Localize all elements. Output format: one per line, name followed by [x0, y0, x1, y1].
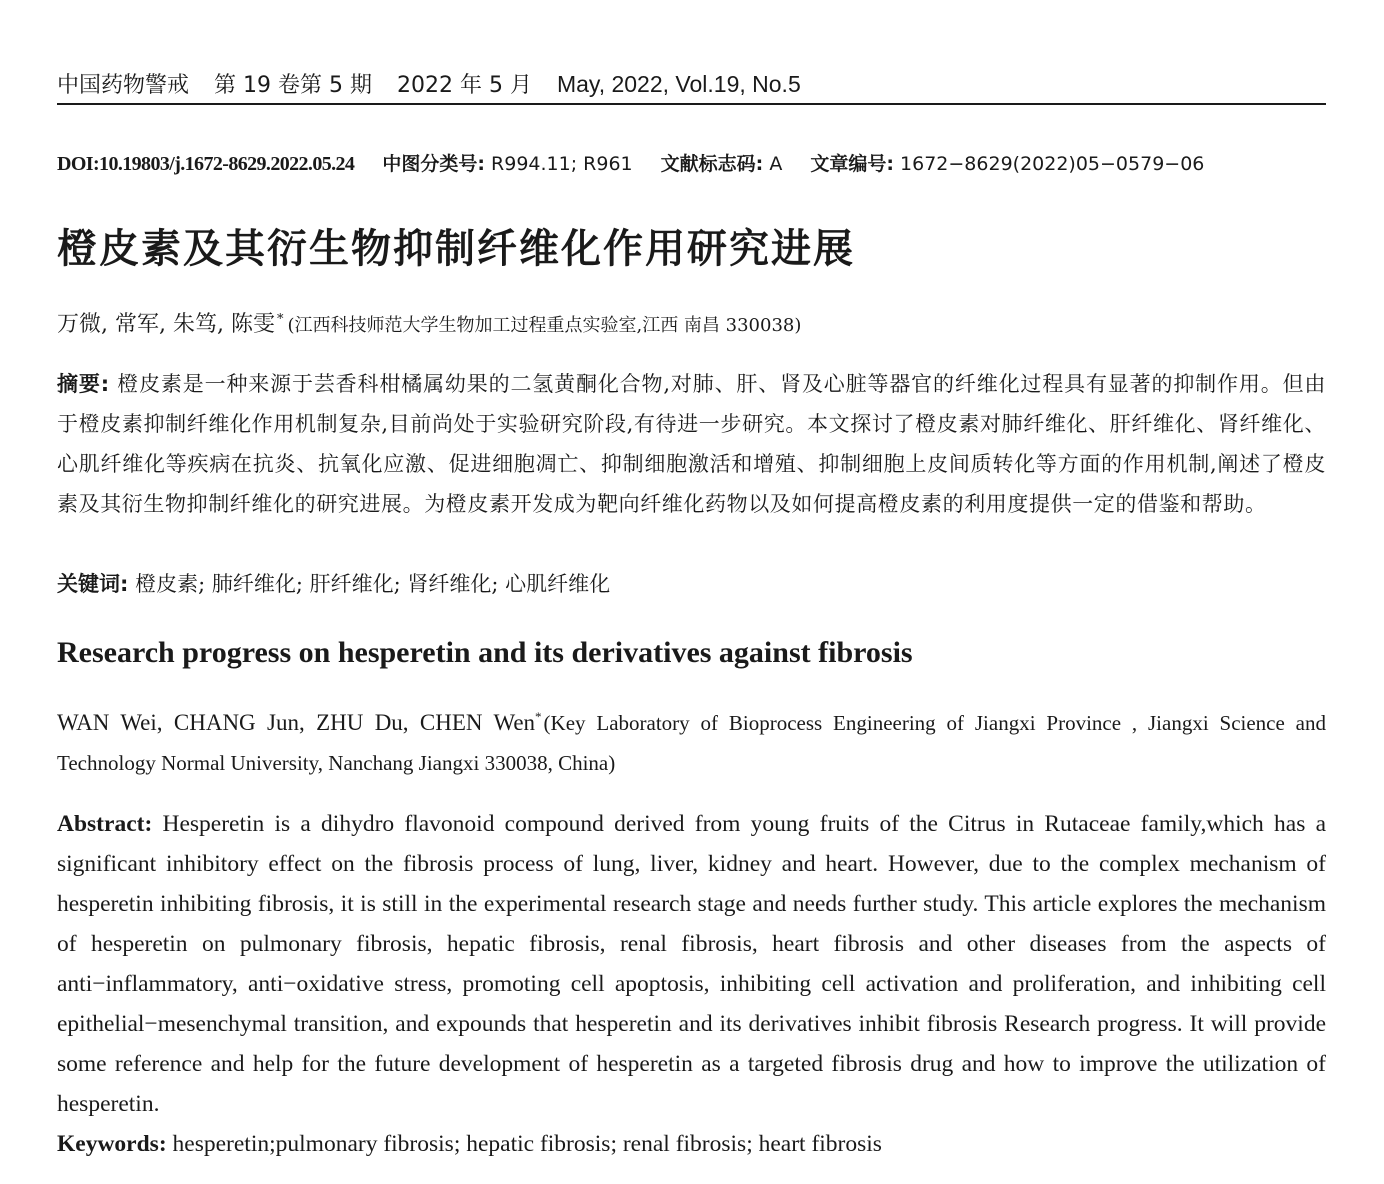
author-names-en: WAN Wei, CHANG Jun, ZHU Du, CHEN Wen — [57, 710, 536, 735]
article-first-page — [57, 0, 1326, 1184]
keywords-text-en: hesperetin;pulmonary fibrosis; hepatic fibrosis; renal fibrosis; heart fibrosis — [172, 1131, 882, 1157]
keywords-text-cn: 橙皮素; 肺纤维化; 肝纤维化; 肾纤维化; 心肌纤维化 — [135, 572, 611, 596]
article-number — [810, 153, 1204, 175]
authors-english — [57, 697, 1326, 783]
header-divider — [57, 103, 1326, 105]
abstract-label-cn: 摘要: — [57, 372, 110, 396]
keywords-english — [57, 1124, 1326, 1164]
authors-chinese — [57, 302, 1326, 344]
abstract-english — [57, 804, 1326, 1124]
document-code-label: 文献标志码: — [660, 153, 764, 175]
abstract-text-cn: 橙皮素是一种来源于芸香科柑橘属幼果的二氢黄酮化合物,对肺、肝、肾及心脏等器官的纤维化过程具有显著的抑制作用。但由于橙皮素抑制纤维化作用机制复杂,目前尚处于实验研究阶段,有待进一步研究。本文探讨了橙皮素对肺纤维化、肝纤维化、肾纤维化、心肌纤维化等疾病在抗炎、抗氧化应激、促进细胞凋亡、抑制细胞激活和增殖、抑制细胞上皮间质转化等方面的作用机制,阐述了橙皮素及其衍生物抑制纤维化的研究进展。为橙皮素开发成为靶向纤维化药物以及如何提高橙皮素的利用度提供一定的借鉴和帮助。 — [57, 372, 1327, 516]
corresponding-author-mark-en: * — [535, 709, 542, 724]
author-names-cn: 万微, 常军, 朱笃, 陈雯 — [57, 312, 275, 337]
abstract-text-en: Hesperetin is a dihydro flavonoid compound derived from young fruits of the Citrus in Rutaceae family,which has a significant inhibitory effect on the fibrosis process of lung, liver, kidney and heart. However, due to the complex mechanism of hesperetin inhibiting fibrosis, it is still in the experimental research stage and needs further study. This article explores the mechanism of hesperetin on pulmonary fibrosis, hepatic fibrosis, renal fibrosis, heart fibrosis and other diseases from the aspects of anti−inflammatory, anti−oxidative stress, promoting cell apoptosis, inhibiting cell activation and proliferation, and inhibiting cell epithelial−mesenchymal transition, and expounds that hesperetin and its derivatives inhibit fibrosis Research progress. It will provide some reference and help for the future development of hesperetin as a targeted fibrosis drug and how to improve the utilization of hesperetin. — [57, 811, 1326, 1117]
affiliation-en: (Key Laboratory of Bioprocess Engineering of Jiangxi Province , Jiangxi Science and Technology Normal University, Nanchang Jiangxi 330038, China) — [57, 711, 1326, 775]
affiliation-cn: (江西科技师范大学生物加工过程重点实验室,江西 南昌 330038) — [287, 315, 802, 336]
title-english: Research progress on hesperetin and its derivatives against fibrosis — [57, 636, 913, 669]
document-code-value: A — [769, 153, 783, 175]
abstract-chinese — [57, 364, 1326, 524]
article-number-label: 文章编号: — [810, 153, 894, 175]
issue-en: May, 2022, Vol.19, No.5 — [556, 71, 801, 97]
keywords-label-cn: 关键词: — [57, 572, 129, 596]
corresponding-author-mark: * — [276, 312, 284, 327]
journal-name: 中国药物警戒 — [57, 73, 190, 98]
clc-value: R994.11; R961 — [491, 153, 633, 175]
clc-number — [382, 153, 638, 175]
running-header — [57, 68, 1326, 102]
doi: DOI:10.19803/j.1672-8629.2022.05.24 — [57, 153, 355, 175]
date-cn: 2022 年 5 月 — [396, 73, 532, 98]
issue-cn: 第 19 卷第 5 期 — [214, 73, 372, 98]
article-metadata — [57, 150, 1326, 178]
keywords-label-en: Keywords: — [57, 1131, 167, 1157]
title-chinese: 橙皮素及其衍生物抑制纤维化作用研究进展 — [57, 226, 855, 272]
article-number-value: 1672−8629(2022)05−0579−06 — [900, 153, 1205, 175]
abstract-label-en: Abstract: — [57, 811, 153, 837]
document-code — [661, 153, 789, 175]
keywords-chinese — [57, 564, 1326, 604]
clc-label: 中图分类号: — [382, 153, 485, 175]
